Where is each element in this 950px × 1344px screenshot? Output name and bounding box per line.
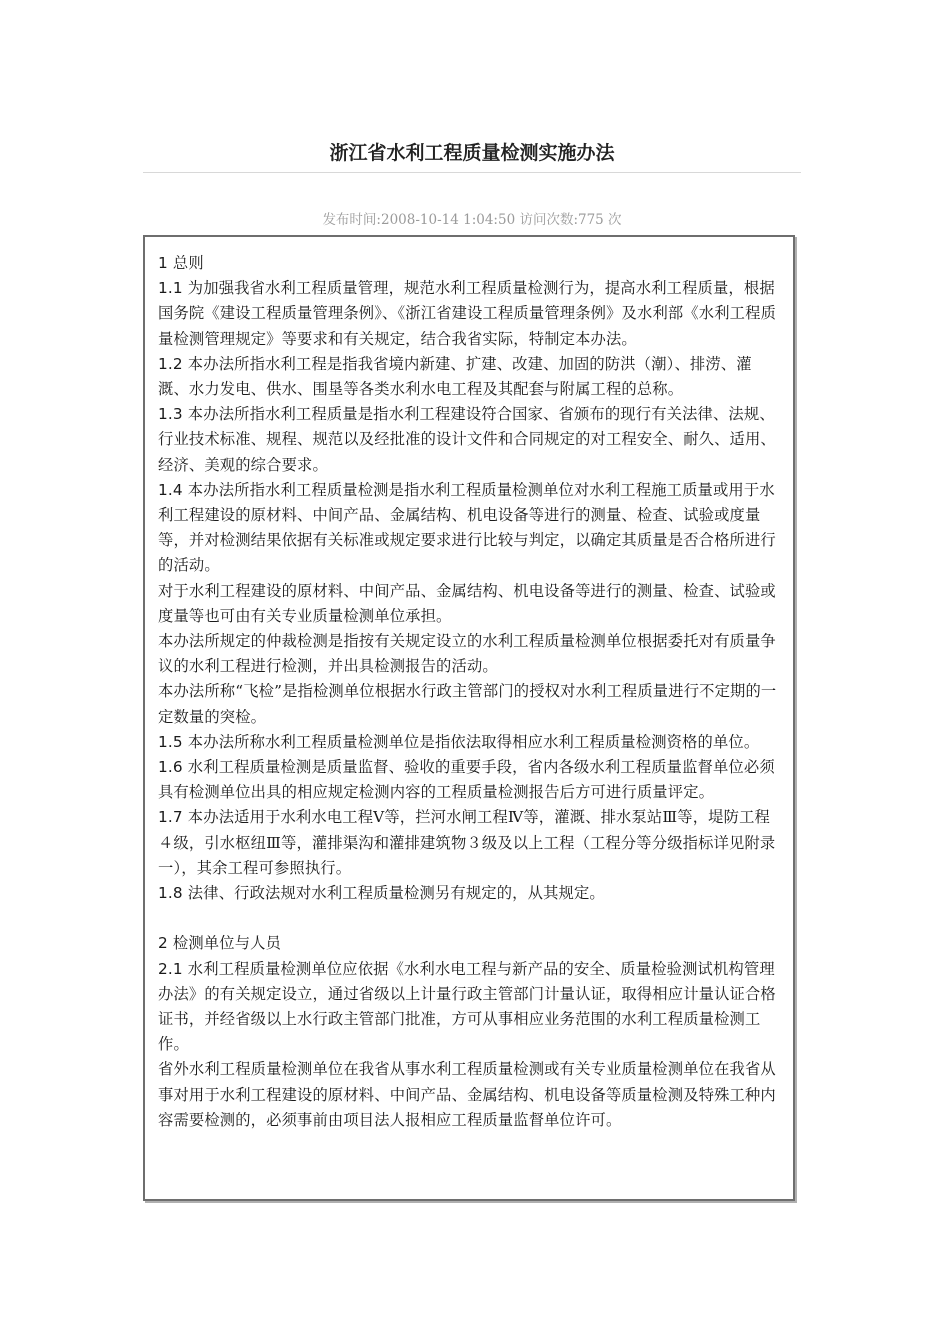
paragraph-text: 水利工程质量检测是质量监督、验收的重要手段，省内各级水利工程质量监督单位必须具有检测单位出具的相应规定检测内容的工程质量检测报告后方可进行质量评定。 bbox=[158, 758, 775, 802]
section-number: 1.1 bbox=[158, 279, 183, 298]
paragraph-text: 水利工程质量检测单位应依据《水利水电工程与新产品的安全、质量检验测试机构管理办法》的有关规定设立，通过省级以上计量行政主管部门计量认证，取得相应计量认证合格证书，并经省级以上水行政主管部门批准，方可从事相应业务范围的水利工程质量检测工作。 bbox=[158, 959, 776, 1054]
section-number: 1.4 bbox=[158, 480, 183, 499]
article-paragraph bbox=[158, 276, 781, 352]
article-paragraph bbox=[158, 957, 781, 1058]
blank-line bbox=[158, 906, 781, 931]
article-paragraph bbox=[158, 881, 781, 906]
section-number: 1 bbox=[158, 254, 168, 272]
paragraph-text: 对于水利工程建设的原材料、中间产品、金属结构、机电设备等进行的测量、检查、试验或度量等也可由有关专业质量检测单位承担。 bbox=[158, 581, 776, 625]
article-paragraph bbox=[158, 805, 781, 881]
paragraph-text: 为加强我省水利工程质量管理，规范水利工程质量检测行为，提高水利工程质量，根据国务院《建设工程质量管理条例》、《浙江省建设工程质量管理条例》及水利部《水利工程质量检测管理规定》等要求和有关规定，结合我省实际，特制定本办法。 bbox=[158, 279, 777, 348]
article-paragraph bbox=[158, 352, 781, 402]
article-paragraph bbox=[158, 931, 781, 956]
article-paragraph bbox=[158, 679, 781, 729]
section-number: 1.8 bbox=[158, 884, 183, 903]
section-number: 2.1 bbox=[158, 959, 183, 978]
paragraph-text: 本办法所称水利工程质量检测单位是指依法取得相应水利工程质量检测资格的单位。 bbox=[182, 732, 760, 751]
article-paragraph bbox=[158, 755, 781, 805]
article-paragraph bbox=[158, 402, 781, 478]
article-paragraph bbox=[158, 629, 781, 679]
article-paragraph bbox=[158, 478, 781, 579]
page-title: 浙江省水利工程质量检测实施办法 bbox=[329, 142, 615, 164]
paragraph-text: 本办法所规定的仲裁检测是指按有关规定设立的水利工程质量检测单位根据委托对有质量争议的水利工程进行检测，并出具检测报告的活动。 bbox=[158, 632, 776, 676]
section-number: 2 bbox=[158, 934, 168, 953]
section-number: 1.7 bbox=[158, 808, 183, 827]
paragraph-text: 本办法所指水利工程质量检测是指水利工程质量检测单位对水利工程施工质量或用于水利工程建设的原材料、中间产品、金属结构、机电设备等进行的测量、检查、试验或度量等，并对检测结果依据有关标准或规定要求进行比较与判定，以确定其质量是否合格所进行的活动。 bbox=[158, 480, 776, 575]
publish-meta: 发布时间:2008-10-14 1:04:50 访问次数:775 次 bbox=[322, 212, 622, 228]
section-number: 1.5 bbox=[158, 732, 183, 751]
article-paragraph bbox=[158, 251, 781, 276]
article-paragraph bbox=[158, 1057, 781, 1133]
paragraph-text: 本办法所称“飞检”是指检测单位根据水行政主管部门的授权对水利工程质量进行不定期的一定数量的突检。 bbox=[158, 682, 777, 726]
title-divider bbox=[143, 172, 801, 173]
paragraph-text: 省外水利工程质量检测单位在我省从事水利工程质量检测或有关专业质量检测单位在我省从事对用于水利工程建设的原材料、中间产品、金属结构、机电设备等质量检测及特殊工种内容需要检测的，必须事前由项目法人报相应工程质量监督单位许可。 bbox=[158, 1060, 776, 1129]
section-number: 1.3 bbox=[158, 405, 183, 424]
section-number: 1.2 bbox=[158, 354, 183, 373]
paragraph-text: 本办法所指水利工程是指我省境内新建、扩建、改建、加固的防洪（潮）、排涝、灌溉、水力发电、供水、围垦等各类水利水电工程及其配套与附属工程的总称。 bbox=[158, 354, 752, 399]
paragraph-text: 总则 bbox=[167, 254, 204, 272]
paragraph-text: 法律、行政法规对水利工程质量检测另有规定的，从其规定。 bbox=[182, 884, 605, 903]
paragraph-text: 检测单位与人员 bbox=[167, 934, 282, 953]
section-number: 1.6 bbox=[158, 758, 183, 777]
article-body bbox=[143, 235, 795, 1201]
article-paragraph bbox=[158, 730, 781, 755]
paragraph-text: 本办法适用于水利水电工程Ⅴ等，拦河水闸工程Ⅳ等，灌溉、排水泵站Ⅲ等，堤防工程４级，引水枢纽Ⅲ等，灌排渠沟和灌排建筑物３级及以上工程（工程分等分级指标详见附录一），其余工程可参照执行。 bbox=[158, 808, 776, 877]
paragraph-text: 本办法所指水利工程质量是指水利工程建设符合国家、省颁布的现行有关法律、法规、行业技术标准、规程、规范以及经批准的设计文件和合同规定的对工程安全、耐久、适用、经济、美观的综合要求。 bbox=[158, 405, 776, 474]
article-paragraph bbox=[158, 579, 781, 629]
